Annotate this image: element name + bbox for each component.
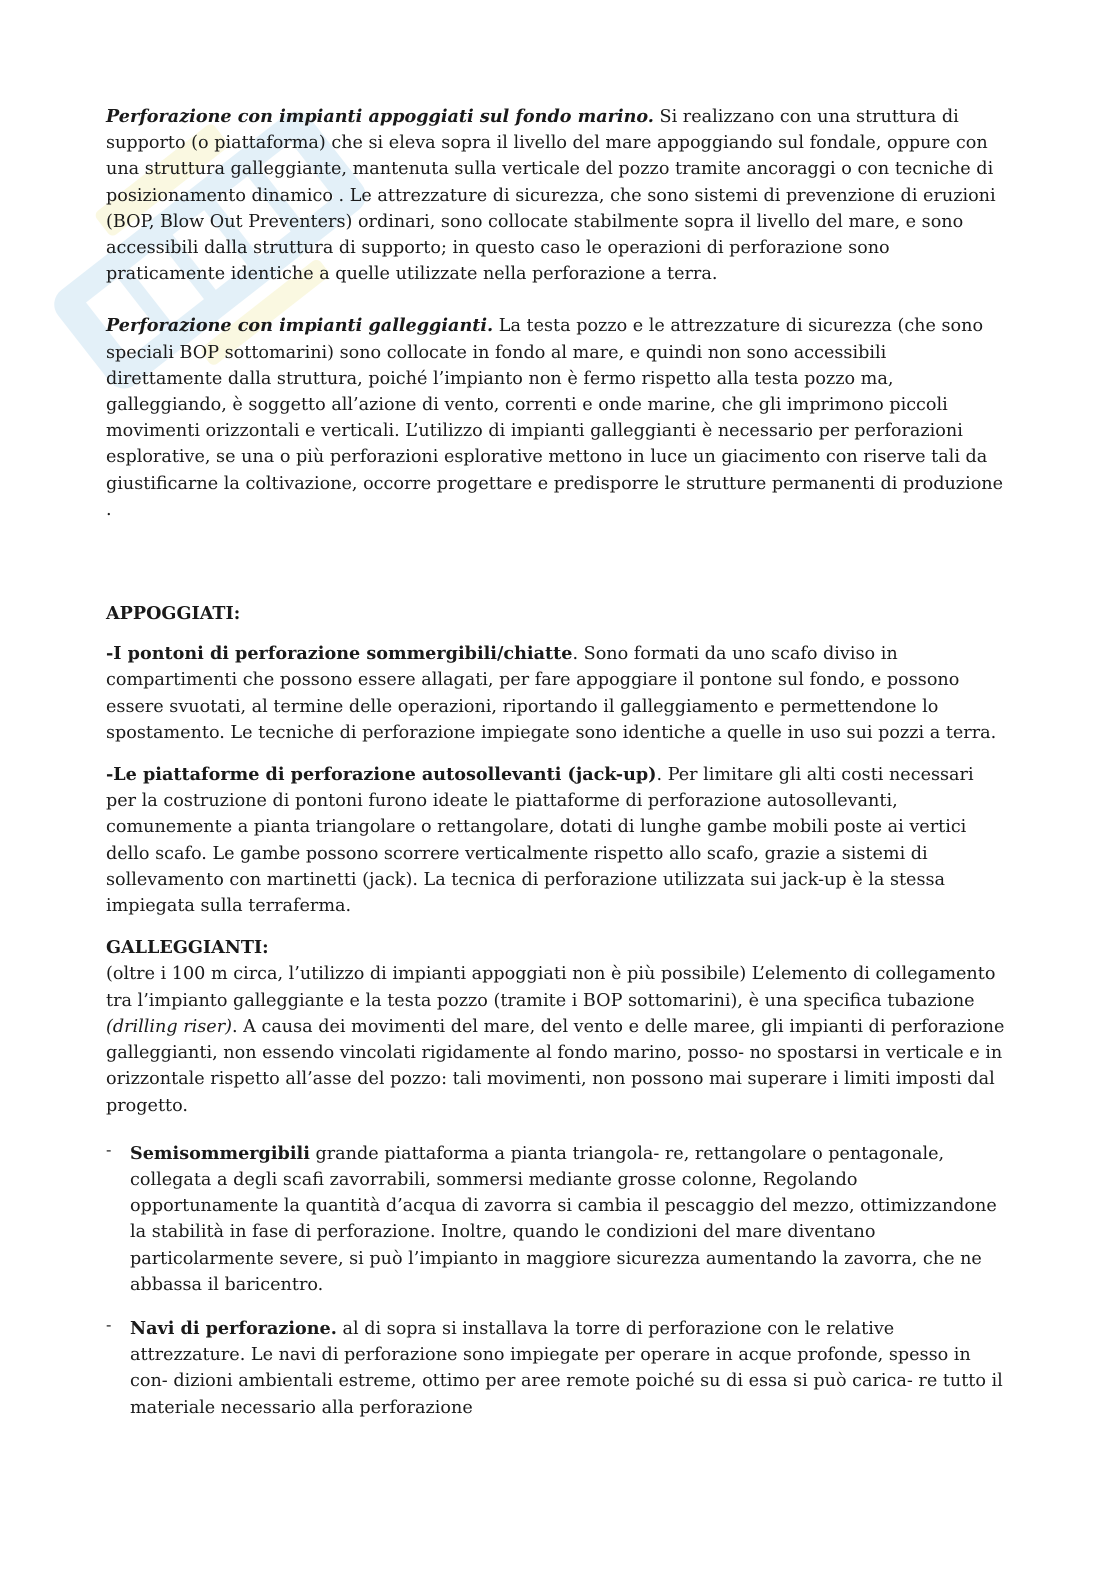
bullet-lead: Navi di perforazione.: [130, 1317, 337, 1339]
bullet-marker: -: [106, 1139, 112, 1159]
item-text: . Per limitare gli alti costi necessari per la costruzione di pontoni furono ideate le piattaforme di perforazione autosollevanti, comunemente a pianta triangolare o rettangolare, dotati di lunghe gambe mobili poste ai vertici dello scafo. Le gambe possono scorrere verticalmente rispetto allo scafo, grazie a sistemi di sollevamento con martinetti (jack). La tecnica di perforazione utilizzata sui jack-up è la stessa impiegata sulla terraferma.: [106, 765, 974, 917]
paragraph-lead: Perforazione con impianti appoggiati sul fondo marino.: [106, 106, 654, 127]
heading-galleggianti: GALLEGGIANTI:: [106, 937, 269, 959]
item-lead: -I pontoni di perforazione sommergibili/chiatte: [106, 643, 573, 665]
bullet-navi: [106, 1316, 1006, 1421]
bullet-lead: Semisommergibili: [130, 1142, 310, 1164]
document-body: [106, 104, 1006, 1439]
item-text: . Sono formati da uno scafo diviso in compartimenti che possono essere allagati, per fare appoggiare il pontone sul fondo, e possono essere svuotati, al termine delle operazioni, riportando il galleggiamento e permettendone lo spostamento. Le tecniche di perforazione impiegate sono identiche a quelle in uso sui pozzi a terra.: [106, 644, 997, 743]
paragraph-galleggianti: (oltre i 100 m circa, l’utilizzo di impianti appoggiati non è più possibile) L’elemento di collegamento tra l’impianto galleggiante e la testa pozzo (tramite i BOP sottomarini), è una specifica tubazione (drilling riser). A causa dei movimenti del mare, del vento e delle maree, gli impianti di perforazione galleggianti, non essendo vincolati rigidamente al fondo marino, posso- no spostarsi in verticale e in orizzontale rispetto all’asse del pozzo: tali movimenti, non possono mai superare i limiti imposti dal progetto.: [106, 964, 1005, 1116]
paragraph-lead: Perforazione con impianti galleggianti.: [106, 315, 494, 337]
heading-appoggiati: APPOGGIATI:: [106, 603, 241, 625]
item-pontoni: [106, 641, 1006, 746]
bullet-marker: -: [106, 1314, 112, 1334]
item-jack-up: [106, 762, 1006, 919]
drilling-riser-term: (drilling riser): [106, 1016, 232, 1037]
bullet-semisommergibili: [106, 1141, 1006, 1298]
bullet-text: grande piattaforma a pianta triangola- re, rettangolare o pentagonale, collegata a degli scafi zavorrabili, sommersi mediante grosse colonne, Regolando opportunamente la quantità d’acqua di zavorra si cambia il pescaggio del mezzo, ottimizzandone la stabilità in fase di perforazione. Inoltre, quando le condizioni del mare diventano particolarmente severe, si può l’impianto in maggiore sicurezza aumentando la zavorra, che ne abbassa il baricentro.: [130, 1143, 997, 1295]
bullet-text: al di sopra si installava la torre di perforazione con le relative attrezzature. Le navi di perforazione sono impiegate per operare in acque profonde, spesso in con- dizioni ambientali estreme, ottimo per aree remote poiché su di essa si può carica- re tutto il materiale necessario alla perforazione: [130, 1318, 1003, 1418]
paragraph-text: La testa pozzo e le attrezzature di sicurezza (che sono speciali BOP sottomarini) sono collocate in fondo al mare, e quindi non sono accessibili direttamente dalla struttura, poiché l’impianto non è fermo rispetto alla testa pozzo ma, galleggiando, è soggetto all’azione di vento, correnti e onde marine, che gli imprimono piccoli movimenti orizzontali e verticali. L’utilizzo di impianti galleggianti è necessario per perforazioni esplorative, se una o più perforazioni esplorative mettono in luce un giacimento con riserve tali da giustificarne la coltivazione, occorre progettare e predisporre le strutture permanenti di produzione .: [106, 316, 1004, 520]
paragraph-floating-platforms: [106, 313, 1006, 523]
paragraph-fixed-platforms: [106, 104, 1006, 287]
paragraph-text: Si realizzano con una struttura di supporto (o piattaforma) che si eleva sopra il livello del mare appoggiando sul fondale, oppure con una struttura galleggiante, mantenuta sulla verticale del pozzo tramite ancoraggi o con tecniche di posizionamento dinamico . Le attrezzature di sicurezza, che sono sistemi di prevenzione di eruzioni (BOP, Blow Out Preventers) ordinari, sono collocate stabilmente sopra il livello del mare, e sono accessibili dalla struttura di supporto; in questo caso le operazioni di perforazione sono praticamente identiche a quelle utilizzate nella perforazione a terra.: [106, 107, 996, 285]
item-lead: -Le piattaforme di perforazione autosollevanti (jack-up): [106, 764, 657, 786]
